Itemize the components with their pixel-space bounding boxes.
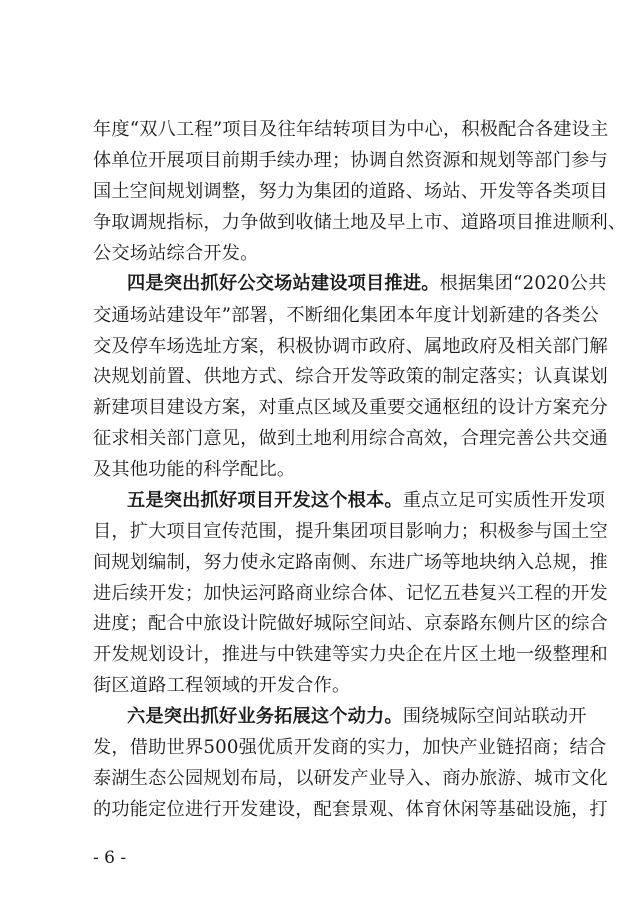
- paragraph-4-line-2: 发，借助世界500强优质开发商的实力，加快产业链招商；结合: [93, 737, 607, 758]
- paragraph-1-line-4: 争取调规指标，力争做到收储土地及早上市、道路项目推进顺利、: [93, 212, 627, 233]
- paragraph-3-line-4: 进后续开发；加快运河路商业综合体、记忆五巷复兴工程的开发: [93, 583, 608, 604]
- paragraph-3-lead: 五是突出抓好项目开发这个根本。: [127, 490, 403, 511]
- paragraph-3-line-1-text: 重点立足可实质性开发项: [402, 490, 606, 511]
- paragraph-2-line-3: 交及停车场选址方案，积极协调市政府、属地政府及相关部门解: [93, 336, 608, 357]
- paragraph-4-lead: 六是突出抓好业务拓展这个动力。: [127, 706, 403, 727]
- paragraph-3-line-5: 进度；配合中旅设计院做好城际空间站、京泰路东侧片区的综合: [93, 613, 608, 634]
- paragraph-2-line-1-text: 根据集团“2020公共: [439, 273, 607, 294]
- paragraph-1-line-3: 国土空间规划调整，努力为集团的道路、场站、开发等各类项目: [93, 181, 608, 202]
- paragraph-2-lead: 四是突出抓好公交场站建设项目推进。: [127, 273, 440, 294]
- paragraph-2-line-2: 交通场站建设年”部署，不断细化集团本年度计划新建的各类公: [93, 305, 599, 326]
- paragraph-2-line-6: 征求相关部门意见，做到土地利用综合高效，合理完善公共交通: [93, 428, 608, 449]
- paragraph-1-line-5: 公交场站综合开发。: [93, 243, 259, 264]
- paragraph-2-line-7: 及其他功能的科学配比。: [93, 459, 296, 480]
- paragraph-4-line-1: [127, 706, 587, 727]
- paragraph-4-line-4: 的功能定位进行开发建设，配套景观、体育休闲等基础设施，打: [93, 799, 608, 820]
- paragraph-3-line-2: 目，扩大项目宣传范围，提升集团项目影响力；积极参与国土空: [93, 521, 608, 542]
- paragraph-2-line-4: 决规划前置、供地方式、综合开发等政策的制定落实；认真谋划: [93, 366, 608, 387]
- paragraph-3-line-7: 街区道路工程领域的开发合作。: [93, 675, 351, 696]
- paragraph-2-line-5: 新建项目建设方案，对重点区域及重要交通枢纽的设计方案充分: [93, 397, 608, 418]
- paragraph-4-line-1-text: 围绕城际空间站联动开: [402, 706, 587, 727]
- paragraph-3-line-6: 开发规划设计，推进与中铁建等实力央企在片区土地一级整理和: [93, 644, 608, 665]
- paragraph-3-line-3: 间规划编制，努力使永定路南侧、东进广场等地块纳入总规，推: [93, 552, 608, 573]
- paragraph-3-line-1: [127, 490, 606, 511]
- paragraph-4-line-3: 泰湖生态公园规划布局，以研发产业导入、商办旅游、城市文化: [93, 768, 608, 789]
- page-number: - 6 -: [93, 848, 127, 868]
- paragraph-1-line-2: 体单位开展项目前期手续办理；协调自然资源和规划等部门参与: [93, 150, 608, 171]
- paragraph-2-line-1: [127, 273, 607, 294]
- paragraph-1-line-1: 年度“双八工程”项目及往年结转项目为中心，积极配合各建设主: [93, 119, 609, 140]
